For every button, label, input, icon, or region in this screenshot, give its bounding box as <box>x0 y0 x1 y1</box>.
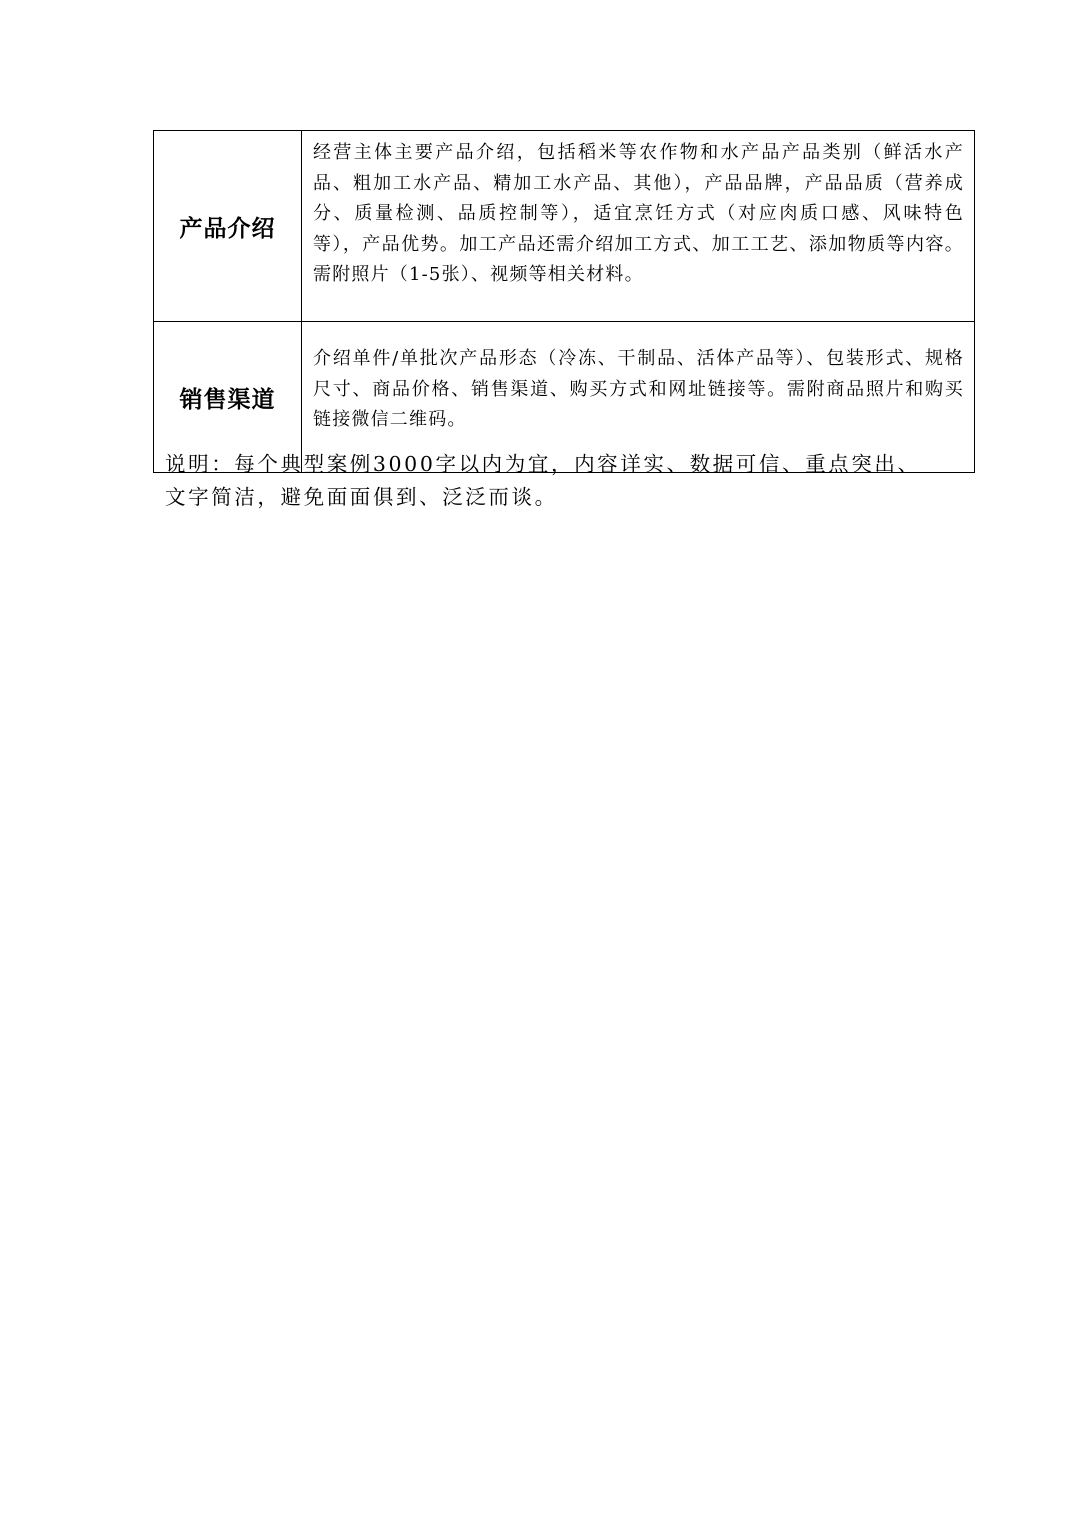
note-paragraph: 说明：每个典型案例3000字以内为宜，内容详实、数据可信、重点突出、文字简洁，避免面面俱到、泛泛而谈。 <box>165 452 921 509</box>
row-content-product-intro: 经营主体主要产品介绍，包括稻米等农作物和水产品产品类别（鲜活水产品、粗加工水产品、精加工水产品、其他），产品品牌，产品品质（营养成分、质量检测、品质控制等），适宜烹饪方式（对应肉质口感、风味特色等），产品优势。加工产品还需介绍加工方式、加工工艺、添加物质等内容。需附照片（1-5张）、视频等相关材料。 <box>302 131 975 322</box>
table-row-product-intro <box>154 131 975 322</box>
row-label-sales-channel: 销售渠道 <box>154 322 302 473</box>
info-table <box>153 130 975 473</box>
row-content-sales-channel: 介绍单件/单批次产品形态（冷冻、干制品、活体产品等）、包装形式、规格尺寸、商品价格、销售渠道、购买方式和网址链接等。需附商品照片和购买链接微信二维码。 <box>302 322 975 473</box>
row-label-product-intro: 产品介绍 <box>154 131 302 322</box>
